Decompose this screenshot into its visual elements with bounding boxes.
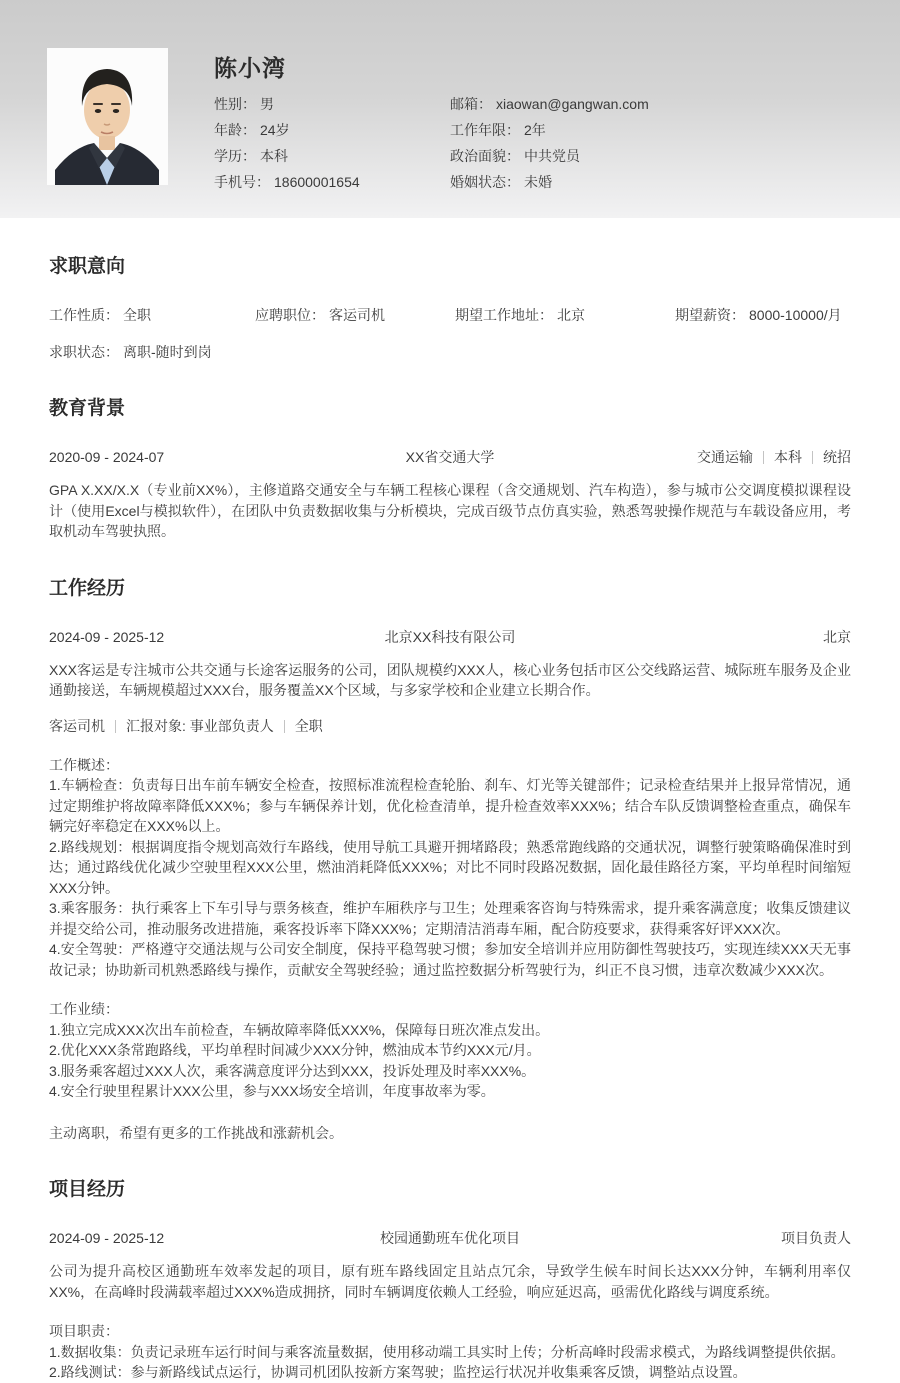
work-overview-item: 2.路线规划：根据调度指令规划高效行车路线，使用导航工具避开拥堵路段；熟悉常跑线路的交通状况，调整行驶策略确保准时到达；通过路线优化减少空驶里程XXX公里，燃油消耗降低XXX%；对比不同时段路况数据，固化最佳路径方案，平均单程时间缩短XXX分钟。 [49,838,851,896]
section-title-work: 工作经历 [49,577,126,599]
work-overview-item: 3.乘客服务：执行乘客上下车引导与票务核查，维护车厢秩序与卫生；处理乘客咨询与特殊需求，提升乘客满意度；收集反馈建议并提交给公司，推动服务改进措施，乘客投诉率下降XXX%；定期清洁消毒车厢，配合防疫要求，获得乘客好评XXX次。 [49,900,851,937]
work-achievements-label: 工作业绩： [49,1001,119,1017]
field-marital-status [450,169,649,195]
work-overview-item: 4.安全驾驶：严格遵守交通法规与公司安全制度，保持平稳驾驶习惯；参加安全培训并应用防御性驾驶技巧，实现连续XXX天无事故记录；协助新司机熟悉路线与操作，贡献安全驾驶经验；通过监控数据分析驾驶行为，纠正不良习惯，违章次数减少XXX次。 [49,941,851,978]
divider [812,451,813,464]
work-overview-label: 工作概述： [49,756,119,773]
field-value: 18600001654 [274,174,360,190]
field-label: 期望薪资： [675,307,745,323]
field-value: 离职-随时到岗 [123,344,212,360]
section-title-education: 教育背景 [49,398,126,419]
divider [284,720,285,733]
project-duty-item: 2.路线测试：参与新路线试点运行，协调司机团队按新方案驾驶；监控运行状况并收集乘客反馈，调整站点设置。 [49,1364,747,1380]
field-political-status [450,143,649,169]
section-title-project: 项目经历 [49,1179,126,1200]
divider [763,451,764,464]
job-intent-fields [49,305,851,362]
work-job-type: 全职 [294,717,323,734]
project-duties-label: 项目职责： [49,1323,119,1339]
resume-header [0,0,900,218]
field-value: 2年 [524,122,546,138]
project-duty-item: 1.数据收集：负责记录班车运行时间与乘客流量数据，使用移动端工具实时上传；分析高峰时段需求模式，为路线调整提供依据。 [49,1343,845,1360]
field-label: 年龄： [214,122,256,138]
project-period: 2024-09 - 2025-12 [49,1230,165,1246]
work-achievement-item: 4.安全行驶里程累计XXX公里，参与XXX场安全培训，年度事故率为零。 [49,1083,495,1099]
portrait-illustration [47,48,168,185]
field-value: xiaowan@gangwan.com [496,96,649,112]
education-degree: 本科 [773,449,802,465]
work-role-line [49,716,851,736]
education-entry [49,447,851,542]
education-tags [610,447,851,467]
education-meta-row [49,447,851,467]
work-achievement-item: 1.独立完成XXX次出车前检查，车辆故障率降低XXX%，保障每日班次准点发出。 [49,1021,550,1038]
field-label: 期望工作地址： [455,307,553,323]
field-education [214,143,360,169]
field-label: 性别： [214,96,256,112]
field-value: 北京 [557,307,585,323]
field-job-nature [49,305,255,325]
work-meta-row [49,627,851,647]
field-value: 全职 [123,307,151,323]
education-major: 交通运输 [696,449,753,465]
candidate-name: 陈小湾 [214,55,286,81]
education-school: XX省交通大学 [405,449,495,465]
field-target-location [455,305,675,325]
work-overview [49,755,851,981]
header-info-left [214,91,360,195]
field-age [214,117,360,143]
project-duties [49,1321,851,1383]
work-achievement-item: 2.优化XXX条常跑路线，平均单程时间减少XXX分钟，燃油成本节约XXX元/月。 [49,1042,541,1058]
project-description: 公司为提升高校区通勤班车效率发起的项目，原有班车路线固定且站点冗余，导致学生候车时间长达XXX分钟，车辆利用率仅XX%，在高峰时段满载率超过XXX%造成拥挤，同时车辆调度依赖人工经验，响应延迟高，亟需优化路线与调度系统。 [49,1263,851,1300]
work-achievements [49,999,851,1102]
section-project-experience [49,1177,851,1383]
project-role: 项目负责人 [780,1230,851,1246]
field-email [450,91,649,117]
work-role: 客运司机 [49,717,105,734]
work-location: 北京 [822,628,851,645]
field-label: 应聘职位： [255,307,325,323]
job-intent-row-1 [49,305,851,325]
section-work-experience [49,576,851,1144]
field-phone [214,169,360,195]
work-company: 北京XX科技有限公司 [384,628,516,645]
education-enroll-type: 统招 [822,449,851,465]
field-value: 未婚 [524,174,552,190]
field-label: 工作性质： [49,307,119,323]
field-value: 24岁 [260,122,290,138]
header-info-right [450,91,649,195]
leave-reason: 主动离职，希望有更多的工作挑战和涨薪机会。 [49,1124,343,1141]
profile-photo [47,48,168,185]
field-job-status [49,342,255,362]
field-expected-salary [675,305,851,325]
job-intent-row-2 [49,342,851,362]
project-meta-row [49,1228,851,1248]
field-value: 本科 [260,148,288,164]
field-label: 婚姻状态： [450,174,520,190]
field-value: 8000-10000/月 [749,307,842,323]
project-entry [49,1228,851,1383]
field-label: 政治面貌： [450,148,520,164]
field-label: 邮箱： [450,96,492,112]
work-report-to: 汇报对象: 事业部负责人 [126,717,274,734]
field-value: 中共党员 [524,148,580,164]
work-achievement-item: 3.服务乘客超过XXX人次，乘客满意度评分达到XXX，投诉处理及时率XXX%。 [49,1062,536,1079]
section-title-job-intent: 求职意向 [49,256,126,277]
work-entry [49,627,851,1144]
divider [115,720,116,733]
education-period: 2020-09 - 2024-07 [49,449,165,465]
field-label: 手机号： [214,174,270,190]
field-target-position [255,305,455,325]
company-intro: XXX客运是专注城市公共交通与长途客运服务的公司，团队规模约XXX人，核心业务包括市区公交线路运营、城际班车服务及企业通勤接送，车辆规模超过XXX台，服务覆盖XX个区域，与多家学校和企业建立长期合作。 [49,661,851,698]
section-education [49,396,851,542]
project-name: 校园通勤班车优化项目 [379,1230,520,1246]
field-work-years [450,117,649,143]
work-period: 2024-09 - 2025-12 [49,628,165,645]
work-overview-item: 1.车辆检查：负责每日出车前车辆安全检查，按照标准流程检查轮胎、刹车、灯光等关键部件；记录检查结果并上报异常情况，通过定期维护将故障率降低XXX%；参与车辆保养计划，优化检查清单，提升检查效率XXX%；结合车队反馈调整检查重点，确保车辆完好率稳定在XXX%以上。 [49,777,851,834]
field-value: 男 [260,96,274,112]
field-label: 工作年限： [450,122,520,138]
field-label: 求职状态： [49,344,119,360]
field-gender [214,91,360,117]
field-value: 客运司机 [329,307,385,323]
education-description: GPA X.XX/X.X（专业前XX%），主修道路交通安全与车辆工程核心课程（含交通规划、汽车构造），参与城市公交调度模拟课程设计（使用Excel与模拟软件），在团队中负责数据收集与分析模块，完成百级节点仿真实验，熟悉驾驶操作规范与车载设备应用，考取机动车驾驶执照。 [49,482,851,539]
resume-body [0,254,900,1383]
section-job-intent [49,254,851,362]
field-label: 学历： [214,148,256,164]
